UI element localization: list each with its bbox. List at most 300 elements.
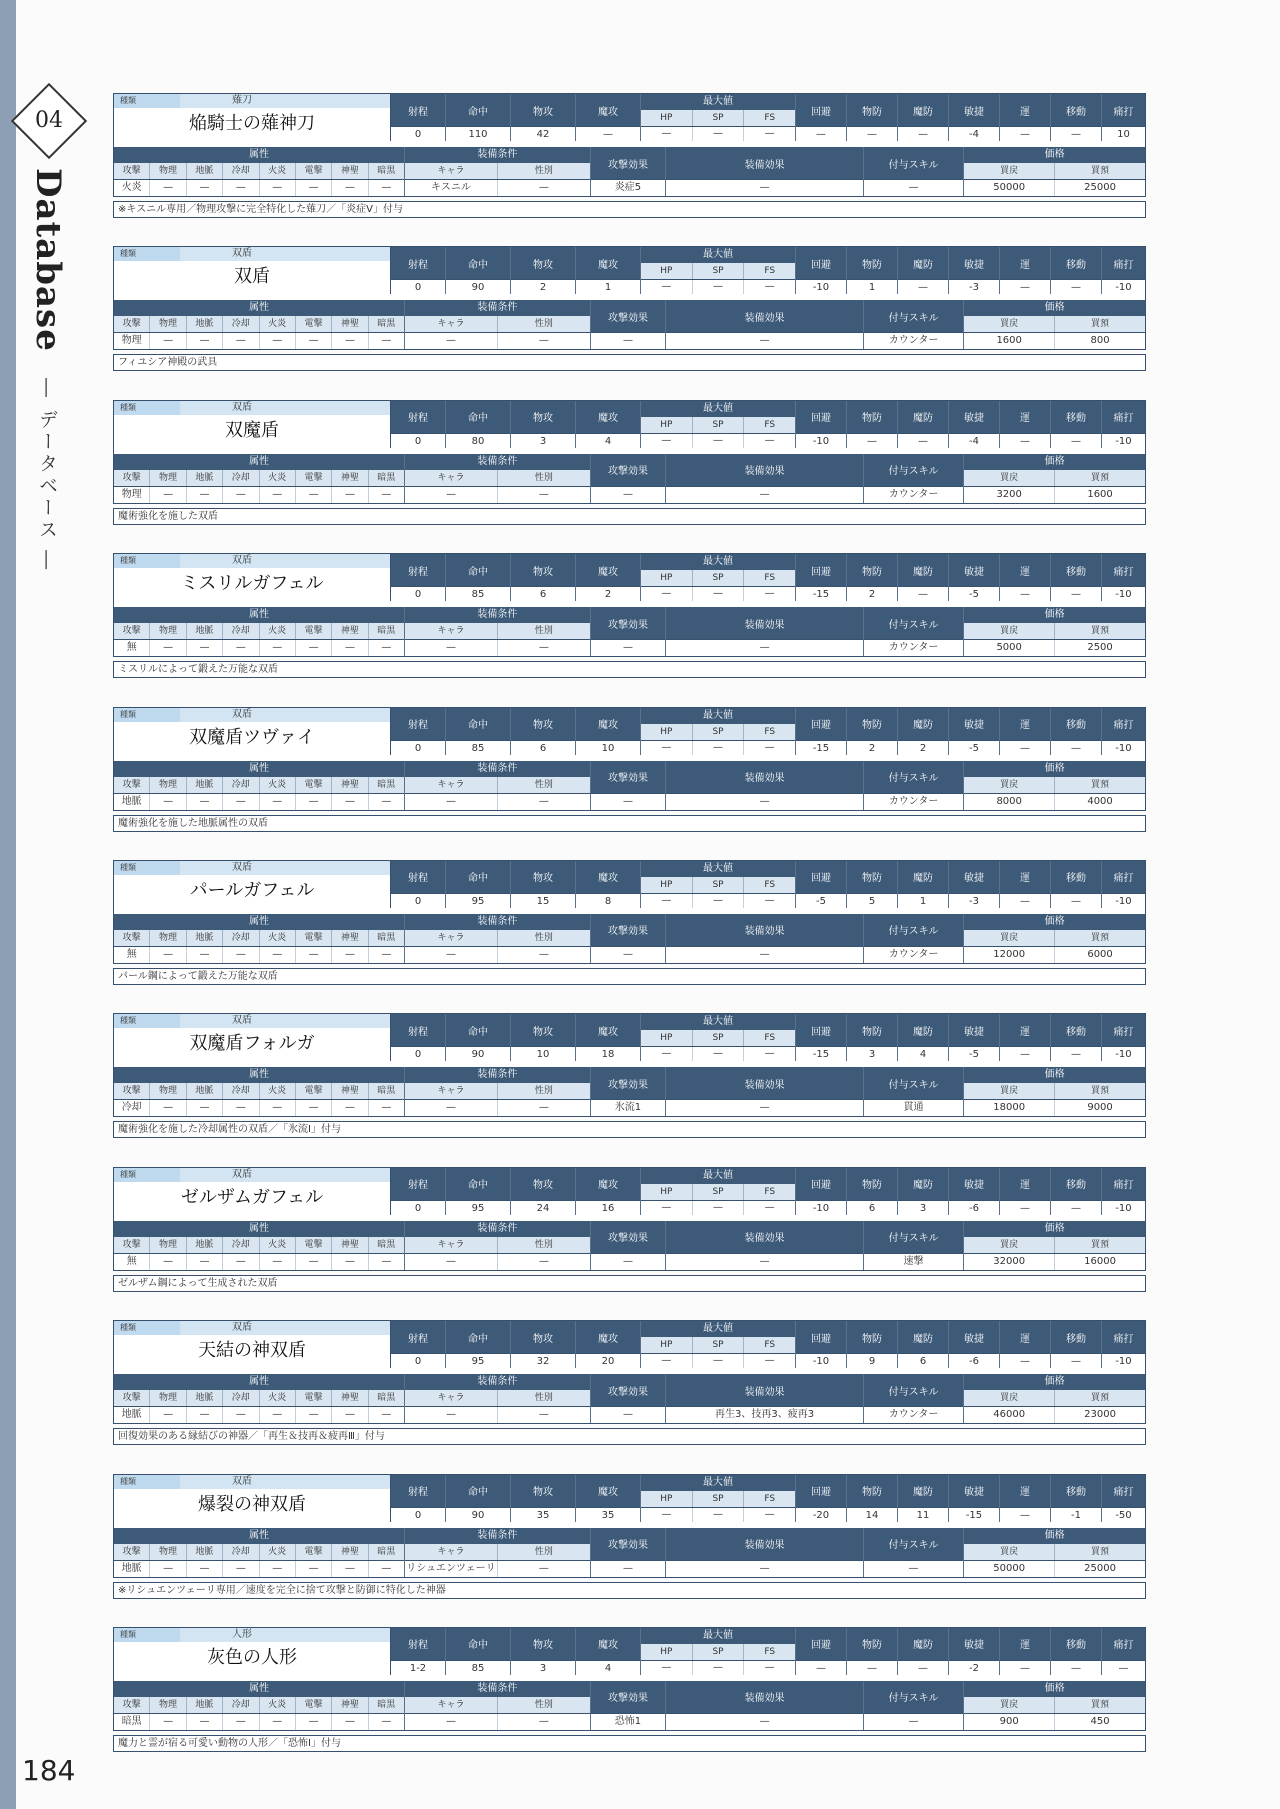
stat-range-header: 射程 xyxy=(391,1168,445,1200)
max-sp-value: — xyxy=(693,1508,745,1522)
price-values xyxy=(964,793,1145,810)
grant-skill-header: 付与スキル xyxy=(864,147,963,179)
gender-header: 性別 xyxy=(534,1393,553,1404)
attribute-subheader: 暗黒 xyxy=(377,1239,396,1250)
price-values xyxy=(964,179,1145,196)
item-type: 薙刀 xyxy=(180,94,390,108)
attribute-subheader: 攻撃 xyxy=(114,470,150,486)
stat-agility-value: -4 xyxy=(949,126,999,141)
stat-luck-col xyxy=(1000,94,1051,141)
stats-row xyxy=(114,1168,1145,1215)
sell-header: 買預 xyxy=(1091,1699,1110,1710)
grant-skill-value: カウンター xyxy=(864,332,963,349)
max-sp-header: SP xyxy=(693,263,745,279)
attribute-subheader: 冷却 xyxy=(223,470,259,486)
stat-accuracy-header: 命中 xyxy=(446,247,510,279)
stat-phys_def-header: 物防 xyxy=(847,1628,897,1660)
max-value-group xyxy=(641,708,796,755)
stat-evasion-header: 回避 xyxy=(796,708,846,740)
stat-accuracy-col xyxy=(446,861,511,908)
item-note: フィユシア神殿の武具 xyxy=(113,354,1146,371)
stat-accuracy-col xyxy=(446,1628,511,1675)
stat-range-header: 射程 xyxy=(391,1014,445,1046)
stat-phys_atk-header: 物攻 xyxy=(511,1628,575,1660)
max-value-header: 最大値 xyxy=(641,1014,795,1030)
grant-skill-value: カウンター xyxy=(864,1406,963,1423)
attribute-value: — xyxy=(223,1561,259,1577)
buy-header: 買戻 xyxy=(964,1237,1055,1253)
equip-condition-values xyxy=(405,179,590,196)
stat-mag_def-header: 魔防 xyxy=(898,554,948,586)
item-entry xyxy=(113,93,1146,246)
attribute-value: — xyxy=(150,1561,186,1577)
attribute-subheader: 電撃 xyxy=(296,1237,332,1253)
stat-accuracy-col xyxy=(446,1168,511,1215)
stat-move-col xyxy=(1051,1628,1102,1675)
item-table xyxy=(113,93,1146,197)
stat-luck-col xyxy=(1000,1014,1051,1061)
attribute-value: — xyxy=(150,794,186,810)
attribute-subheader: 地脈 xyxy=(187,1544,223,1560)
stat-phys_def-col xyxy=(847,1475,898,1522)
stat-mag_def-value: — xyxy=(898,1660,948,1675)
stat-mag_def-col xyxy=(898,861,949,908)
stat-accuracy-col xyxy=(446,401,511,448)
grant-skill-col xyxy=(864,1681,964,1730)
attribute-values xyxy=(114,1253,404,1270)
equip-condition-header: 装備条件 xyxy=(405,454,590,470)
equip-effect-header: 装備効果 xyxy=(666,147,863,179)
stat-phys_def-value: — xyxy=(847,1660,897,1675)
attribute-subheader: 冷却 xyxy=(223,316,259,332)
attribute-values xyxy=(114,486,404,503)
stat-move-col xyxy=(1051,1168,1102,1215)
grant-skill-value: カウンター xyxy=(864,639,963,656)
attribute-value: — xyxy=(223,1714,259,1730)
attribute-header: 属性 xyxy=(114,1374,404,1390)
attribute-value: — xyxy=(381,1715,392,1727)
details-row xyxy=(114,1681,1145,1730)
price-values xyxy=(964,1253,1145,1270)
buy-header: 買戻 xyxy=(964,930,1055,946)
attribute-subheader: 物理 xyxy=(150,1237,186,1253)
attribute-subheader: 神聖 xyxy=(332,316,368,332)
equip-effect-header: 装備効果 xyxy=(666,1681,863,1713)
price-group xyxy=(964,1681,1145,1730)
stat-mag_atk-value: 20 xyxy=(576,1353,640,1368)
equip-effect-col xyxy=(666,300,864,349)
stat-mag_atk-col xyxy=(576,708,641,755)
attack-effect-header: 攻撃効果 xyxy=(591,607,665,639)
stat-phys_atk-header: 物攻 xyxy=(511,1168,575,1200)
item-note: パール鋼によって鍛えた万能な双盾 xyxy=(113,968,1146,985)
buy-value: 900 xyxy=(964,1714,1055,1730)
attribute-value: 無 xyxy=(114,947,150,963)
stat-accuracy-value: 95 xyxy=(446,1353,510,1368)
grant-skill-header: 付与スキル xyxy=(864,1528,963,1560)
item-note: 魔術強化を施した双盾 xyxy=(113,508,1146,525)
stat-accuracy-value: 85 xyxy=(446,1660,510,1675)
stat-mag_atk-header: 魔攻 xyxy=(576,861,640,893)
stat-luck-header: 運 xyxy=(1000,861,1050,893)
stat-crit-header: 痛打 xyxy=(1102,1628,1145,1660)
chara-value: — xyxy=(405,1714,498,1730)
stat-phys_atk-value: 32 xyxy=(511,1353,575,1368)
attribute-values xyxy=(114,1713,404,1730)
attribute-subheader: 攻撃 xyxy=(114,1544,150,1560)
details-row xyxy=(114,1221,1145,1270)
attribute-subheader: 攻撃 xyxy=(114,1697,150,1713)
item-note: ゼルザム鋼によって生成された双盾 xyxy=(113,1275,1146,1292)
stat-mag_def-value: 1 xyxy=(898,893,948,908)
stat-mag_atk-value: 1 xyxy=(576,279,640,294)
stat-crit-header: 痛打 xyxy=(1102,708,1145,740)
stat-move-value: — xyxy=(1051,1046,1101,1061)
item-name-box xyxy=(114,708,391,755)
gender-header: 性別 xyxy=(534,779,553,790)
stat-phys_atk-col xyxy=(511,247,576,294)
stat-phys_def-header: 物防 xyxy=(847,554,897,586)
stat-phys_def-value: 2 xyxy=(847,740,897,755)
item-type-row xyxy=(114,1628,390,1642)
stat-move-col xyxy=(1051,1321,1102,1368)
stat-move-header: 移動 xyxy=(1051,1475,1101,1507)
stat-phys_atk-header: 物攻 xyxy=(511,401,575,433)
stat-accuracy-value: 95 xyxy=(446,1200,510,1215)
max-hp-value: — xyxy=(641,1661,693,1675)
gender-value: — xyxy=(538,182,549,193)
stat-mag_def-col xyxy=(898,94,949,141)
grant-skill-value: カウンター xyxy=(864,793,963,810)
equip-effect-value: — xyxy=(666,793,863,810)
sell-header: 買預 xyxy=(1091,472,1110,483)
attribute-value: 地脈 xyxy=(114,1407,150,1423)
chara-header: キャラ xyxy=(405,163,498,179)
equip-effect-value: — xyxy=(666,179,863,196)
grant-skill-header: 付与スキル xyxy=(864,300,963,332)
stat-accuracy-header: 命中 xyxy=(446,94,510,126)
gender-value: — xyxy=(538,795,549,807)
equip-condition-group xyxy=(405,607,591,656)
stat-luck-header: 運 xyxy=(1000,401,1050,433)
stat-agility-header: 敏捷 xyxy=(949,861,999,893)
stat-move-col xyxy=(1051,554,1102,601)
attribute-value: — xyxy=(260,1561,296,1577)
stat-crit-value: -50 xyxy=(1102,1507,1145,1522)
stat-mag_atk-value: — xyxy=(576,126,640,141)
attack-effect-col xyxy=(591,914,666,963)
attribute-value: — xyxy=(332,794,368,810)
equip-condition-subheaders xyxy=(405,930,590,946)
attribute-subheader: 暗黒 xyxy=(377,779,396,790)
item-entry xyxy=(113,1627,1146,1780)
section-title: Database xyxy=(28,168,68,352)
stat-crit-header: 痛打 xyxy=(1102,1475,1145,1507)
max-value-group xyxy=(641,1014,796,1061)
stat-crit-col xyxy=(1102,1014,1145,1061)
item-type: 双盾 xyxy=(180,1475,390,1489)
stat-phys_atk-value: 2 xyxy=(511,279,575,294)
stat-agility-col xyxy=(949,1475,1000,1522)
stat-luck-col xyxy=(1000,1168,1051,1215)
attribute-header: 属性 xyxy=(114,147,404,163)
buy-header: 買戻 xyxy=(964,163,1055,179)
stat-agility-value: -5 xyxy=(949,740,999,755)
max-fs-value: — xyxy=(764,1508,775,1520)
item-name: 双魔盾ツヴァイ xyxy=(114,722,390,755)
max-value-group xyxy=(641,94,796,141)
equip-condition-subheaders xyxy=(405,1697,590,1713)
gender-value: — xyxy=(538,1409,549,1421)
item-name-box xyxy=(114,861,391,908)
attribute-value: — xyxy=(223,640,259,656)
stat-range-col xyxy=(391,1475,446,1522)
attribute-subheader: 神聖 xyxy=(332,1237,368,1253)
buy-value: 32000 xyxy=(964,1254,1055,1270)
equip-condition-subheaders xyxy=(405,777,590,793)
max-value-subheaders xyxy=(641,570,795,586)
stat-agility-value: -6 xyxy=(949,1200,999,1215)
stat-accuracy-col xyxy=(446,1475,511,1522)
stat-mag_def-col xyxy=(898,1475,949,1522)
stat-luck-header: 運 xyxy=(1000,1014,1050,1046)
max-value-group xyxy=(641,247,796,294)
price-group xyxy=(964,300,1145,349)
attribute-subheader: 神聖 xyxy=(332,930,368,946)
attribute-subheader: 火炎 xyxy=(260,1697,296,1713)
stat-luck-header: 運 xyxy=(1000,247,1050,279)
item-entry xyxy=(113,1474,1146,1627)
stat-evasion-header: 回避 xyxy=(796,247,846,279)
stat-evasion-value: -20 xyxy=(796,1507,846,1522)
stat-range-header: 射程 xyxy=(391,401,445,433)
equip-condition-group xyxy=(405,761,591,810)
grant-skill-col xyxy=(864,761,964,810)
stat-agility-col xyxy=(949,1321,1000,1368)
stats-row xyxy=(114,94,1145,141)
attack-effect-header: 攻撃効果 xyxy=(591,147,665,179)
equip-condition-header: 装備条件 xyxy=(405,1067,590,1083)
attribute-subheader: 地脈 xyxy=(187,316,223,332)
details-row xyxy=(114,147,1145,196)
stat-crit-col xyxy=(1102,247,1145,294)
attack-effect-header: 攻撃効果 xyxy=(591,914,665,946)
equip-condition-values xyxy=(405,1560,590,1577)
item-entry xyxy=(113,707,1146,860)
attribute-value: — xyxy=(260,1254,296,1270)
attribute-group xyxy=(114,761,405,810)
attribute-subheader: 神聖 xyxy=(332,1544,368,1560)
stat-accuracy-header: 命中 xyxy=(446,1475,510,1507)
buy-header: 買戻 xyxy=(964,1697,1055,1713)
details-row xyxy=(114,761,1145,810)
stat-accuracy-value: 85 xyxy=(446,740,510,755)
equip-condition-values xyxy=(405,486,590,503)
stat-luck-col xyxy=(1000,401,1051,448)
max-fs-value: — xyxy=(764,1355,775,1367)
stat-phys_atk-value: 6 xyxy=(511,740,575,755)
stat-crit-header: 痛打 xyxy=(1102,1014,1145,1046)
attribute-subheader: 物理 xyxy=(150,1544,186,1560)
stat-agility-header: 敏捷 xyxy=(949,94,999,126)
buy-value: 1600 xyxy=(964,333,1055,349)
stat-accuracy-value: 90 xyxy=(446,279,510,294)
stat-move-col xyxy=(1051,94,1102,141)
max-hp-header: HP xyxy=(641,1337,693,1353)
stat-move-value: -1 xyxy=(1051,1507,1101,1522)
gender-value: — xyxy=(538,1715,549,1727)
attribute-value: — xyxy=(332,180,368,196)
attribute-subheader: 電撃 xyxy=(296,1083,332,1099)
stat-move-col xyxy=(1051,1014,1102,1061)
max-fs-header: FS xyxy=(764,573,776,584)
stat-luck-value: — xyxy=(1000,1046,1050,1061)
attribute-value: — xyxy=(187,1561,223,1577)
stat-range-col xyxy=(391,554,446,601)
buy-header: 買戻 xyxy=(964,1390,1055,1406)
equip-effect-value: — xyxy=(666,486,863,503)
attribute-value: — xyxy=(223,947,259,963)
stat-move-value: — xyxy=(1051,893,1101,908)
stat-move-value: — xyxy=(1051,1660,1101,1675)
stat-evasion-header: 回避 xyxy=(796,1168,846,1200)
attack-effect-value: — xyxy=(591,1406,665,1423)
attribute-subheader: 物理 xyxy=(150,930,186,946)
item-note: ※キスニル専用／物理攻撃に完全特化した薙刀／「炎症Ⅴ」付与 xyxy=(113,201,1146,218)
stat-phys_atk-value: 35 xyxy=(511,1507,575,1522)
max-fs-value: — xyxy=(764,281,775,293)
price-values xyxy=(964,1406,1145,1423)
item-note: ミスリルによって鍛えた万能な双盾 xyxy=(113,661,1146,678)
attribute-value: — xyxy=(381,1562,392,1574)
type-label: 種類 xyxy=(114,1628,180,1642)
attribute-subheader: 電撃 xyxy=(296,930,332,946)
attribute-subheader: 冷却 xyxy=(223,1697,259,1713)
attribute-value: — xyxy=(223,1407,259,1423)
price-subheaders xyxy=(964,1237,1145,1253)
attribute-subheader: 冷却 xyxy=(223,1083,259,1099)
stat-mag_atk-header: 魔攻 xyxy=(576,1321,640,1353)
stat-agility-header: 敏捷 xyxy=(949,1014,999,1046)
stat-range-header: 射程 xyxy=(391,1321,445,1353)
attribute-value: 無 xyxy=(114,640,150,656)
equip-condition-header: 装備条件 xyxy=(405,1221,590,1237)
stats-row xyxy=(114,1321,1145,1368)
max-sp-value: — xyxy=(693,280,745,294)
attribute-subheader: 電撃 xyxy=(296,316,332,332)
attack-effect-header: 攻撃効果 xyxy=(591,1067,665,1099)
buy-value: 3200 xyxy=(964,487,1055,503)
item-type-row xyxy=(114,1321,390,1335)
stat-luck-value: — xyxy=(1000,1507,1050,1522)
equip-effect-col xyxy=(666,914,864,963)
max-hp-value: — xyxy=(641,1047,693,1061)
sell-header: 買預 xyxy=(1091,1393,1110,1404)
attribute-subheader: 攻撃 xyxy=(114,930,150,946)
item-table xyxy=(113,553,1146,657)
stat-agility-value: -2 xyxy=(949,1660,999,1675)
stat-crit-value: -10 xyxy=(1102,1046,1145,1061)
max-value-header: 最大値 xyxy=(641,1168,795,1184)
attribute-subheader: 物理 xyxy=(150,623,186,639)
stat-phys_def-header: 物防 xyxy=(847,708,897,740)
stat-accuracy-value: 90 xyxy=(446,1507,510,1522)
stat-accuracy-value: 110 xyxy=(446,126,510,141)
price-subheaders xyxy=(964,1544,1145,1560)
stat-accuracy-header: 命中 xyxy=(446,1321,510,1353)
attribute-value: — xyxy=(150,333,186,349)
attribute-value: — xyxy=(260,1100,296,1116)
attribute-value: — xyxy=(150,1100,186,1116)
stat-luck-value: — xyxy=(1000,1660,1050,1675)
stat-mag_atk-header: 魔攻 xyxy=(576,554,640,586)
stat-accuracy-col xyxy=(446,708,511,755)
stat-evasion-header: 回避 xyxy=(796,861,846,893)
chara-value: — xyxy=(405,487,498,503)
item-entry xyxy=(113,1320,1146,1473)
sell-value: 25000 xyxy=(1084,182,1116,193)
grant-skill-header: 付与スキル xyxy=(864,761,963,793)
item-table xyxy=(113,246,1146,350)
stat-luck-header: 運 xyxy=(1000,554,1050,586)
item-note: 魔術強化を施した冷却属性の双盾／「氷流Ⅰ」付与 xyxy=(113,1121,1146,1138)
stat-accuracy-header: 命中 xyxy=(446,1628,510,1660)
stat-luck-value: — xyxy=(1000,126,1050,141)
price-header: 価格 xyxy=(964,300,1145,316)
stat-range-header: 射程 xyxy=(391,94,445,126)
equip-effect-header: 装備効果 xyxy=(666,914,863,946)
stat-agility-col xyxy=(949,247,1000,294)
buy-value: 8000 xyxy=(964,794,1055,810)
stat-move-value: — xyxy=(1051,740,1101,755)
grant-skill-value: 貫通 xyxy=(864,1099,963,1116)
item-name: パールガフェル xyxy=(114,875,390,908)
stat-evasion-header: 回避 xyxy=(796,94,846,126)
stat-luck-value: — xyxy=(1000,740,1050,755)
attack-effect-col xyxy=(591,1067,666,1116)
stat-phys_def-header: 物防 xyxy=(847,1321,897,1353)
item-entry xyxy=(113,553,1146,706)
attribute-value: — xyxy=(187,180,223,196)
price-subheaders xyxy=(964,777,1145,793)
stats-row xyxy=(114,401,1145,448)
equip-effect-header: 装備効果 xyxy=(666,1374,863,1406)
attribute-value: — xyxy=(187,794,223,810)
attribute-subheader: 火炎 xyxy=(260,777,296,793)
stat-evasion-col xyxy=(796,401,847,448)
max-fs-header: FS xyxy=(764,1033,776,1044)
price-header: 価格 xyxy=(964,1067,1145,1083)
stat-move-header: 移動 xyxy=(1051,1014,1101,1046)
sell-value: 6000 xyxy=(1087,948,1113,960)
stat-move-col xyxy=(1051,861,1102,908)
stat-range-col xyxy=(391,401,446,448)
stat-mag_atk-col xyxy=(576,1014,641,1061)
stat-phys_def-header: 物防 xyxy=(847,247,897,279)
attribute-value: — xyxy=(150,1407,186,1423)
max-value-header: 最大値 xyxy=(641,1321,795,1337)
stat-agility-value: -3 xyxy=(949,893,999,908)
grant-skill-value: — xyxy=(864,1713,963,1730)
price-header: 価格 xyxy=(964,147,1145,163)
chara-header: キャラ xyxy=(405,1083,498,1099)
item-name-box xyxy=(114,554,391,601)
stat-evasion-header: 回避 xyxy=(796,1321,846,1353)
attribute-header: 属性 xyxy=(114,1221,404,1237)
attack-effect-value: — xyxy=(591,793,665,810)
stat-luck-value: — xyxy=(1000,1353,1050,1368)
stat-luck-col xyxy=(1000,554,1051,601)
